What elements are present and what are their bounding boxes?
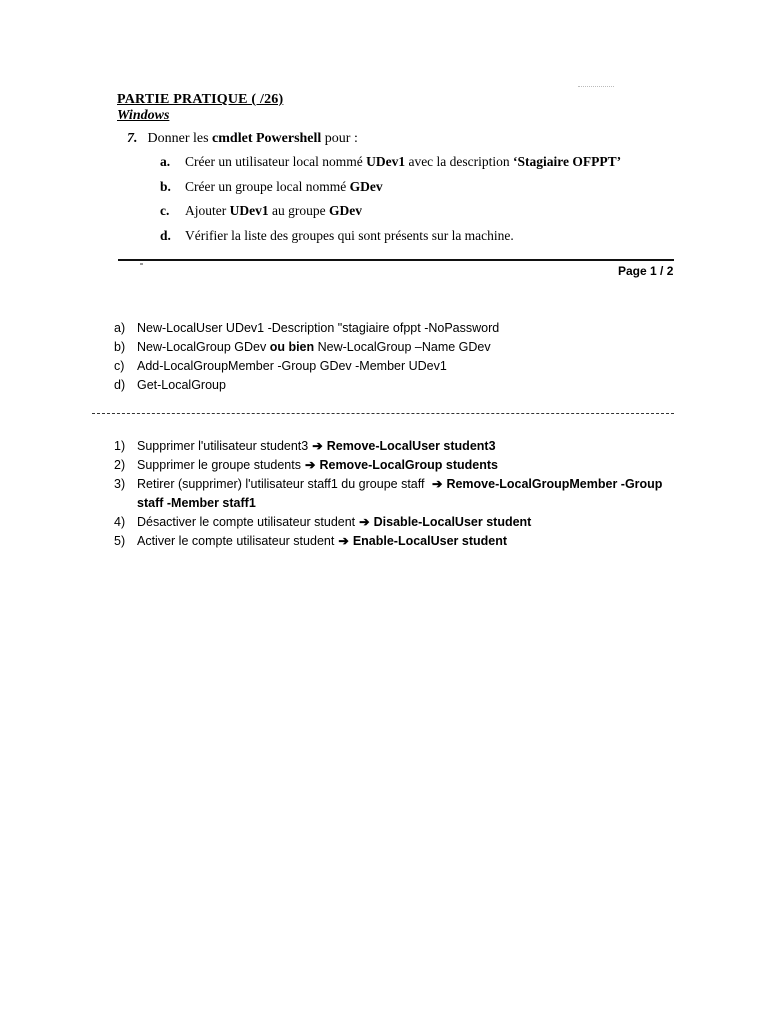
part-title: PARTIE PRATIQUE ( /26): [117, 92, 284, 107]
question-item: [160, 154, 621, 179]
answer-item: [114, 357, 499, 376]
arrow-icon: ➔: [359, 515, 370, 529]
item-letter: d.: [160, 227, 171, 243]
answer-marker: d): [114, 378, 126, 392]
task-text: Désactiver le compte utilisateur student: [137, 515, 356, 529]
item-text: au groupe: [268, 203, 329, 218]
task-command: Remove-LocalGroupMember -Group staff -Member staff1: [137, 477, 663, 510]
item-letter: c.: [160, 203, 170, 218]
task-text: Activer le compte utilisateur student: [137, 534, 335, 548]
question-text-bold: cmdlet Powershell: [212, 131, 322, 146]
task-text: Supprimer l'utilisateur student3: [137, 439, 309, 453]
answer-text: New-LocalUser UDev1 -Description "stagiaire ofppt -NoPassword: [137, 321, 500, 335]
page-number: Page 1 / 2: [618, 264, 674, 278]
task-item: [114, 456, 674, 475]
task-item: [114, 513, 674, 532]
question-item: [160, 179, 621, 204]
task-item: [114, 532, 674, 551]
item-bold: UDev1: [366, 154, 406, 169]
answer-bold: ou bien: [269, 340, 315, 354]
item-text: Vérifier la liste des groupes qui sont présents sur la machine.: [185, 227, 514, 243]
item-text: Créer un groupe local nommé: [185, 178, 350, 194]
item-text: avec la description: [405, 154, 514, 169]
dashed-separator: [92, 413, 674, 414]
item-text: Ajouter: [185, 203, 230, 218]
footer-rule: [118, 259, 674, 261]
answer-text: Add-LocalGroupMember -Group GDev -Member UDev1: [137, 359, 447, 373]
question-item: [160, 203, 621, 228]
task-text: Retirer (supprimer) l'utilisateur staff1 du groupe staff: [137, 477, 428, 491]
tasks-list: [114, 437, 674, 551]
task-command: Remove-LocalGroup students: [319, 458, 498, 472]
item-bold: UDev1: [229, 203, 269, 218]
question-items: [160, 154, 621, 252]
task-command: Remove-LocalUser student3: [326, 439, 496, 453]
section-subtitle: Windows: [117, 108, 170, 123]
task-text: Supprimer le groupe students: [137, 458, 301, 472]
item-letter: b.: [160, 178, 171, 194]
answer-item: [114, 376, 499, 395]
answer-marker: b): [114, 340, 126, 354]
task-command: Enable-LocalUser student: [352, 534, 508, 548]
arrow-icon: ➔: [304, 458, 316, 472]
question-text-start: Donner les: [147, 131, 213, 146]
arrow-icon: ➔: [312, 439, 323, 453]
answer-item: [114, 319, 499, 338]
task-marker: 3): [114, 477, 126, 491]
answer-marker: a): [114, 321, 126, 335]
task-command: Disable-LocalUser student: [373, 515, 532, 529]
answer-marker: c): [114, 359, 125, 373]
answer-text: Get-LocalGroup: [137, 378, 226, 392]
item-bold: GDev: [328, 203, 362, 218]
scan-artifact: [140, 263, 143, 265]
item-letter: a.: [160, 154, 171, 169]
task-item: [114, 475, 674, 513]
question-item: [160, 228, 621, 253]
answer-item: [114, 338, 499, 357]
task-item: [114, 437, 674, 456]
scan-artifact: [578, 86, 614, 91]
item-bold: ‘Stagiaire OFPPT’: [513, 154, 622, 169]
question-7: [127, 131, 358, 147]
answer-text: New-LocalGroup –Name GDev: [314, 340, 491, 354]
arrow-icon: ➔: [338, 534, 349, 548]
item-bold: GDev: [349, 178, 383, 194]
task-marker: 1): [114, 439, 126, 453]
answers-list: [114, 319, 499, 395]
scanned-exam-excerpt: [0, 60, 768, 290]
task-marker: 5): [114, 534, 126, 548]
task-marker: 2): [114, 458, 126, 472]
question-text-end: pour :: [321, 131, 358, 146]
task-marker: 4): [114, 515, 126, 529]
question-number: 7.: [127, 131, 138, 146]
item-text: Créer un utilisateur local nommé: [185, 154, 367, 169]
arrow-icon: ➔: [431, 477, 443, 491]
answer-text: New-LocalGroup GDev: [137, 340, 270, 354]
